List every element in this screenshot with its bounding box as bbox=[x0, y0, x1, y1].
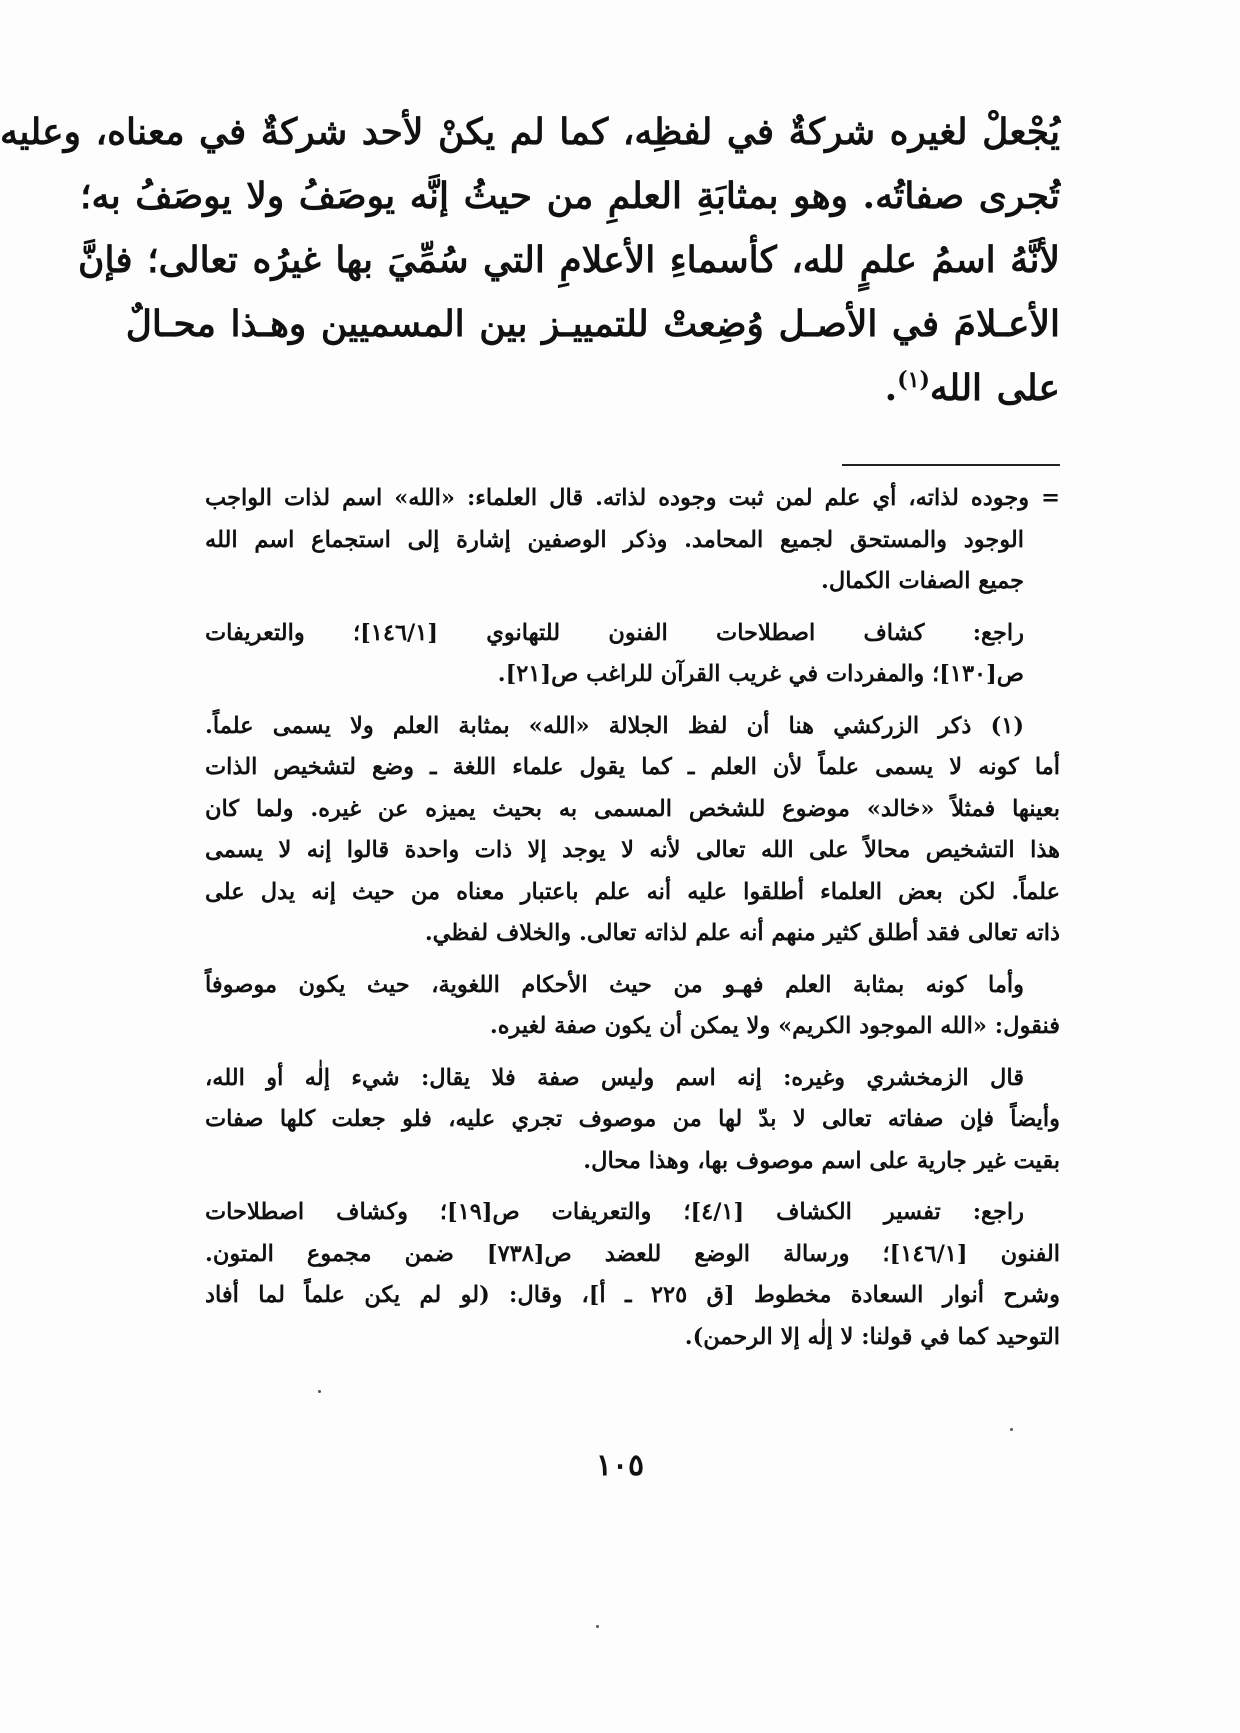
page-number: ١٠٥ bbox=[595, 1448, 645, 1483]
footnote-line: علماً. لكن بعض العلماء أطلقوا عليه أنه علم باعتبار معناه من حيث إنه يدل على bbox=[205, 878, 1060, 905]
footnote-reference-block bbox=[205, 613, 1060, 696]
footnote-line: بعينها فمثلاً «خالد» موضوع للشخص المسمى به بحيث يميزه عن غيره. ولما كان bbox=[205, 795, 1060, 822]
footnote-line: ذاته تعالى فقد أطلق كثير منهم أنه علم لذاته تعالى. والخلاف لفظي. bbox=[424, 920, 1060, 946]
main-text-block bbox=[0, 100, 1060, 420]
main-text-last-line bbox=[200, 356, 1060, 420]
main-text-line: على الله bbox=[929, 367, 1060, 409]
end-punctuation: . bbox=[884, 367, 898, 409]
footnote-line: الوجود والمستحق لجميع المحامد. وذكر الوصفين إشارة إلى استجماع اسم الله bbox=[205, 526, 1024, 553]
footnote-line: (١) ذكر الزركشي هنا أن لفظ الجلالة «الله» بمثابة العلم ولا يسمى علماً. bbox=[205, 712, 1024, 739]
footnote-line: الفنون [١٤٦/١]؛ ورسالة الوضع للعضد ص[٧٣٨] ضمن مجموع المتون. bbox=[205, 1240, 1061, 1267]
footnote-line: هذا التشخيص محالاً على الله تعالى لأنه لا يوجد إلا ذات واحدة قالوا إنه لا يسمى bbox=[205, 837, 1060, 863]
footnote-line: قال الزمخشري وغيره: إنه اسم وليس صفة فلا يقال: شيء إلٰه أو الله، bbox=[205, 1064, 1024, 1091]
footnote-1 bbox=[205, 706, 1060, 955]
footnote-line: ص[١٣٠]؛ والمفردات في غريب القرآن للراغب ص[٢١]. bbox=[497, 661, 1024, 687]
footnote-1-references bbox=[205, 1192, 1060, 1358]
footnote-line: فنقول: «الله الموجود الكريم» ولا يمكن أن يكون صفة لغيره. bbox=[489, 1013, 1060, 1039]
scan-speck bbox=[1010, 1428, 1013, 1431]
footnote-reference[interactable]: (١) bbox=[897, 367, 930, 393]
footnotes-section bbox=[205, 478, 1060, 1368]
footnote-line: وأيضاً فإن صفاته تعالى لا بدّ لها من موصوف تجري عليه، فلو جعلت كلها صفات bbox=[205, 1106, 1060, 1132]
main-text-line: تُجرى صفاتُه. وهو بمثابَةِ العلمِ من حيثُ إنَّه يوصَفُ ولا يوصَفُ به؛ bbox=[80, 175, 1060, 217]
main-text-line: لأنَّهُ اسمُ علمٍ لله، كأسماءِ الأعلامِ التي سُمِّيَ بها غيرُه تعالى؛ فإنَّ bbox=[78, 239, 1060, 281]
footnote-line: وأما كونه بمثابة العلم فهـو من حيث الأحكام اللغوية، حيث يكون موصوفاً bbox=[205, 971, 1024, 998]
scan-speck bbox=[318, 1390, 321, 1393]
main-text-line: الأعـلامَ في الأصـل وُضِعتْ للتمييـز بين المسميين وهـذا محـالٌ bbox=[125, 303, 1060, 345]
footnote-line: وشرح أنوار السعادة مخطوط [ق ٢٢٥ ـ أ]، وقال: (لو لم يكن علماً لما أفاد bbox=[205, 1282, 1060, 1308]
footnote-line: راجع: كشاف اصطلاحات الفنون للتهانوي [١٤٦/١]؛ والتعريفات bbox=[205, 619, 1025, 646]
footnote-line: جميع الصفات الكمال. bbox=[821, 568, 1024, 594]
main-text-line: يُجْعلْ لغيره شركةٌ في لفظِه، كما لم يكنْ لأحد شركةٌ في معناه، وعليه bbox=[0, 111, 1060, 153]
footnote-continuation bbox=[205, 478, 1060, 603]
footnote-line: بقيت غير جارية على اسم موصوف بها، وهذا محال. bbox=[583, 1147, 1060, 1174]
scan-speck bbox=[596, 1625, 599, 1628]
footnote-line: = وجوده لذاته، أي علم لمن ثبت وجوده لذاته. قال العلماء: «الله» اسم لذات الواجب bbox=[205, 485, 1060, 511]
footnote-line: التوحيد كما في قولنا: لا إلٰه إلا الرحمن). bbox=[684, 1323, 1060, 1350]
footnote-1-paragraph-3 bbox=[205, 1058, 1060, 1183]
footnote-line: راجع: تفسير الكشاف [٤/١]؛ والتعريفات ص[١٩]؛ وكشاف اصطلاحات bbox=[205, 1199, 1024, 1225]
footnote-line: أما كونه لا يسمى علماً لأن العلم ـ كما يقول علماء اللغة ـ وضع لتشخيص الذات bbox=[205, 754, 1060, 780]
footnote-1-paragraph-2 bbox=[205, 965, 1060, 1048]
footnote-separator bbox=[842, 464, 1060, 466]
